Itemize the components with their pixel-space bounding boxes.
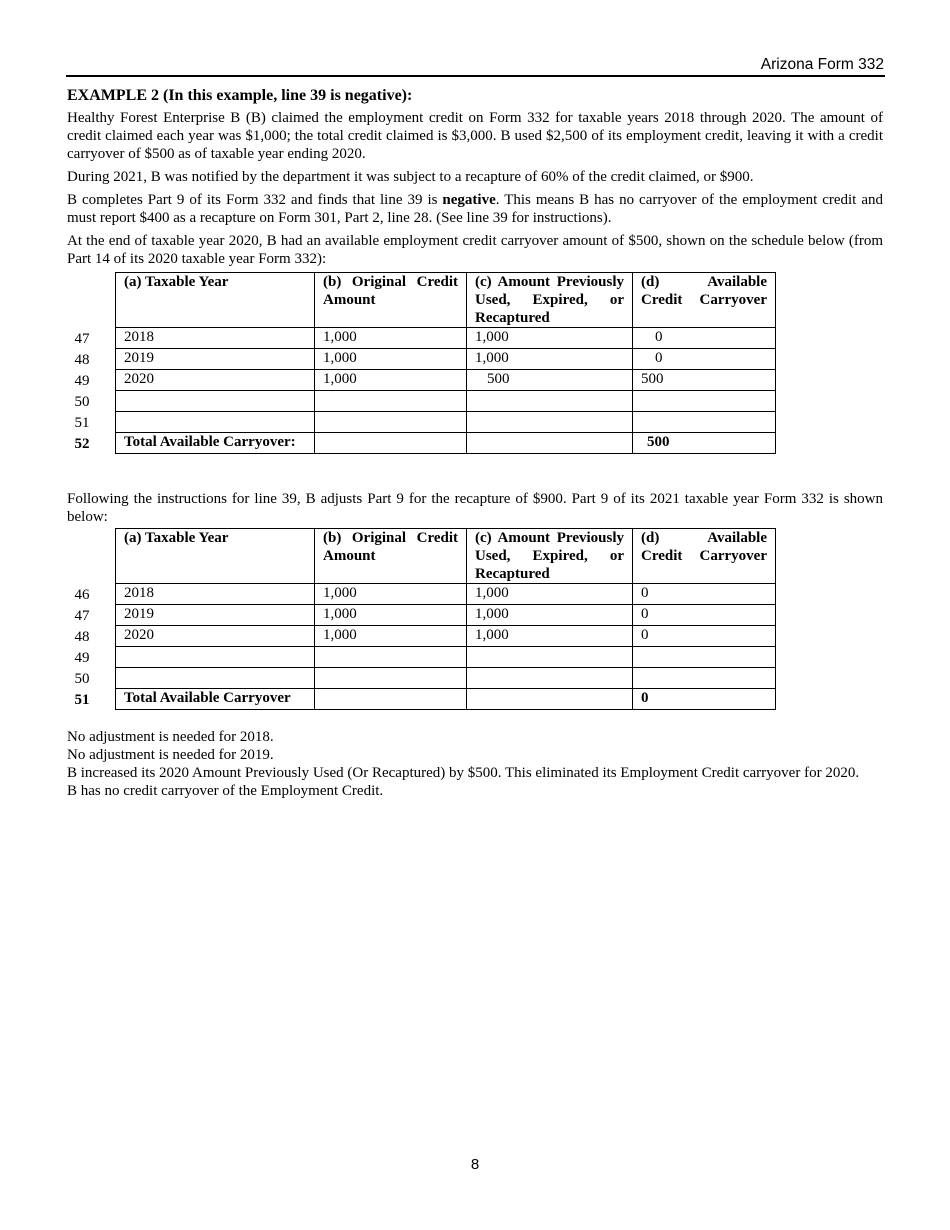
col-header-original-credit: (b) Original Credit Amount	[315, 273, 467, 328]
line-number: 49	[74, 650, 90, 666]
total-value: 500	[633, 433, 776, 454]
cell-original: 1,000	[315, 370, 467, 391]
cell-available: 0	[633, 584, 776, 605]
table-row-empty	[116, 391, 776, 412]
line-number: 47	[74, 331, 90, 347]
example-paragraph-4: At the end of taxable year 2020, B had an available employment credit carryover amount of $500, shown on the schedule below (from Part 14 of its 2020 taxable year Form 332):	[67, 233, 883, 267]
page-number: 8	[470, 1156, 480, 1173]
total-label: Total Available Carryover	[116, 689, 315, 710]
col-header-amount-used: (c) Amount Previously Used, Expired, or Recaptured	[467, 529, 633, 584]
col-header-original-credit: (b) Original Credit Amount	[315, 529, 467, 584]
cell-available: 0	[633, 605, 776, 626]
example-paragraph-2: During 2021, B was notified by the department it was subject to a recapture of 60% of the credit claimed, or $900.	[67, 169, 754, 185]
table-row	[116, 584, 776, 605]
carryover-table-2021	[67, 528, 883, 710]
table-header-row	[116, 529, 776, 584]
example-paragraph-1: Healthy Forest Enterprise B (B) claimed the employment credit on Form 332 for taxable years 2018 through 2020. The amount of credit claimed each year was $1,000; the total credit claimed is $3,000. B used $2,500 of its employment credit, leaving it with a credit carryover of $500 as of taxable year ending 2020.	[67, 110, 883, 162]
cell-original: 1,000	[315, 584, 467, 605]
table-row	[116, 605, 776, 626]
cell-used: 1,000	[467, 328, 633, 349]
form-label: Arizona Form 332	[760, 56, 884, 73]
credit-table	[115, 528, 776, 710]
line-number: 49	[74, 373, 90, 389]
line-number: 51	[74, 692, 90, 708]
cell-year: 2018	[116, 584, 315, 605]
table-row	[116, 626, 776, 647]
cell-available: 500	[633, 370, 776, 391]
header-rule	[66, 75, 885, 77]
cell-available: 0	[633, 328, 776, 349]
col-header-available-carryover: (d) Available Credit Carryover	[633, 529, 776, 584]
example-paragraph-5: Following the instructions for line 39, B adjusts Part 9 for the recapture of $900. Part 9 of its 2021 taxable year Form 332 is shown below:	[67, 491, 883, 525]
cell-year: 2020	[116, 626, 315, 647]
note-line: B increased its 2020 Amount Previously Used (Or Recaptured) by $500. This eliminated its Employment Credit carryover for 2020.	[67, 765, 860, 781]
note-line: No adjustment is needed for 2019.	[67, 747, 274, 763]
cell-available: 0	[633, 626, 776, 647]
table-header-row	[116, 273, 776, 328]
cell-year: 2020	[116, 370, 315, 391]
cell-available: 0	[633, 349, 776, 370]
line-number: 51	[74, 415, 90, 431]
cell-used: 500	[467, 370, 633, 391]
col-header-available-carryover: (d) Available Credit Carryover	[633, 273, 776, 328]
line-number: 47	[74, 608, 90, 624]
line-number: 48	[74, 352, 90, 368]
line-number: 52	[74, 436, 90, 452]
carryover-table-2020	[67, 272, 883, 454]
page-content	[67, 86, 883, 800]
line-number: 48	[74, 629, 90, 645]
col-header-amount-used: (c) Amount Previously Used, Expired, or Recaptured	[467, 273, 633, 328]
table-total-row	[116, 689, 776, 710]
cell-year: 2019	[116, 605, 315, 626]
cell-used: 1,000	[467, 605, 633, 626]
credit-table	[115, 272, 776, 454]
table-row	[116, 349, 776, 370]
cell-original: 1,000	[315, 328, 467, 349]
line-number: 50	[74, 671, 90, 687]
line-number: 46	[74, 587, 90, 603]
col-header-taxable-year: (a) Taxable Year	[116, 273, 315, 328]
line-number: 50	[74, 394, 90, 410]
cell-year: 2019	[116, 349, 315, 370]
table-row	[116, 370, 776, 391]
cell-used: 1,000	[467, 584, 633, 605]
negative-emphasis: negative	[442, 192, 496, 208]
example-title: EXAMPLE 2 (In this example, line 39 is negative):	[67, 87, 413, 104]
note-line: B has no credit carryover of the Employment Credit.	[67, 783, 384, 799]
total-value: 0	[633, 689, 776, 710]
adjustment-notes	[67, 728, 883, 800]
table-row	[116, 328, 776, 349]
cell-year: 2018	[116, 328, 315, 349]
table-row-empty	[116, 647, 776, 668]
example-paragraph-3: B completes Part 9 of its Form 332 and finds that line 39 is negative. This means B has no carryover of the employment credit and must report $400 as a recapture on Form 301, Part 2, line 28. (See line 39 for instructions).	[67, 192, 883, 226]
cell-original: 1,000	[315, 605, 467, 626]
cell-original: 1,000	[315, 349, 467, 370]
col-header-taxable-year: (a) Taxable Year	[116, 529, 315, 584]
table-row-empty	[116, 668, 776, 689]
note-line: No adjustment is needed for 2018.	[67, 729, 274, 745]
table-row-empty	[116, 412, 776, 433]
table-total-row	[116, 433, 776, 454]
total-label: Total Available Carryover:	[116, 433, 315, 454]
cell-used: 1,000	[467, 626, 633, 647]
cell-used: 1,000	[467, 349, 633, 370]
cell-original: 1,000	[315, 626, 467, 647]
